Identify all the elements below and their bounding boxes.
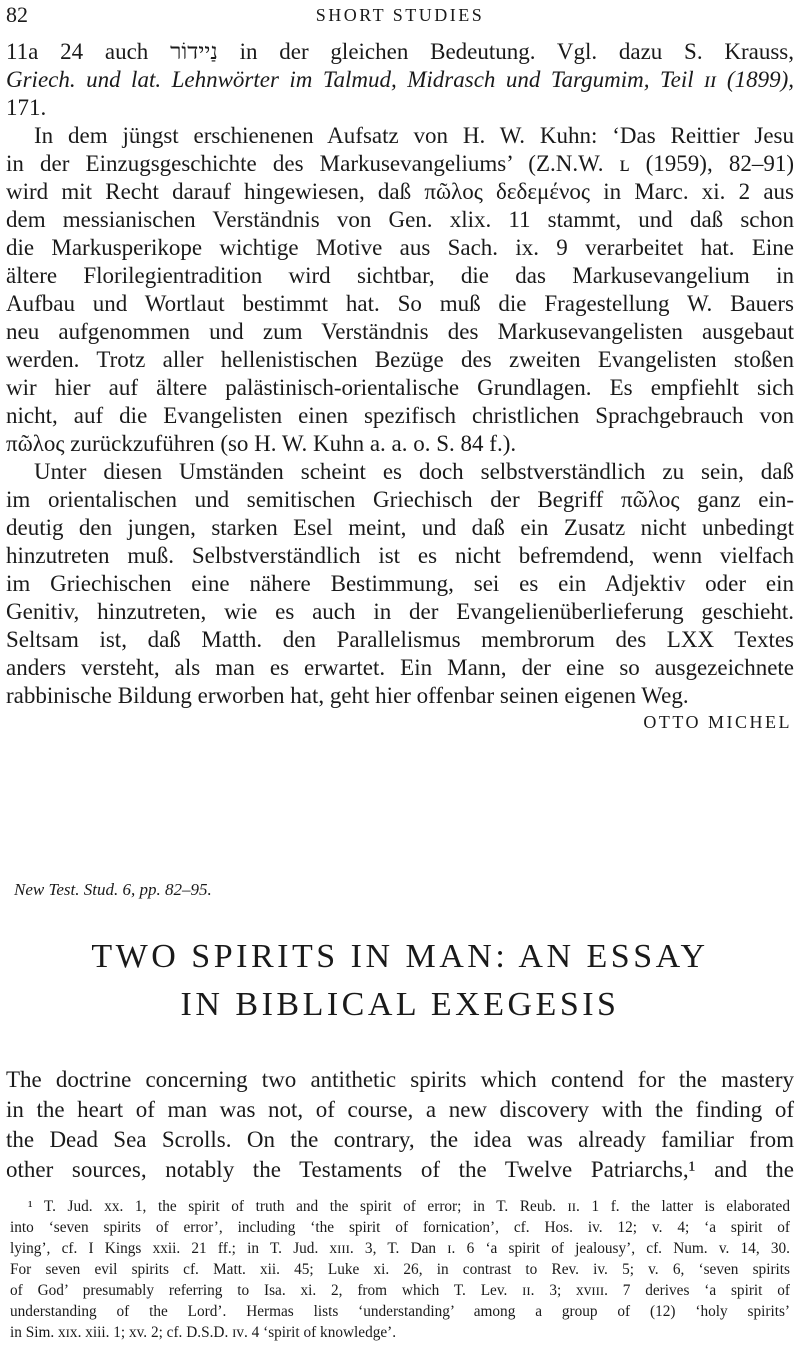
footnote-line: understanding of the Lord’. Hermas lists ‘understanding’ among a group of (12) ‘holy spirits’ <box>10 1303 790 1320</box>
footnote-line: of God’ presumably referring to Isa. xi. 2, from which T. Lev. ɪɪ. 3; xᴠɪɪɪ. 7 derives ‘a spirit of <box>10 1282 790 1299</box>
body-line: πῶλος zurückzuführen (so H. W. Kuhn a. a. o. S. 84 f.). <box>6 431 517 456</box>
body-line: dem messianischen Verständnis von Gen. xlix. 11 stammt, und daß schon <box>6 207 794 232</box>
footnote-line: For seven evil spirits cf. Matt. xii. 45; Luke xi. 26, in contrast to Rev. iv. 5; v. 6, ‘seven spirits <box>10 1261 790 1278</box>
body-line: 171. <box>6 95 47 120</box>
body-line: the Dead Sea Scrolls. On the contrary, the idea was already familiar from <box>6 1127 794 1152</box>
body-line: in the heart of man was not, of course, a new discovery with the finding of <box>6 1097 794 1122</box>
article-title-line-2: IN BIBLICAL EXEGESIS <box>180 986 620 1023</box>
body-line: in der Einzugsgeschichte des Markusevangeliums’ (Z.N.W. ʟ (1959), 82–91) <box>6 151 794 176</box>
running-head: SHORT STUDIES <box>315 5 485 25</box>
body-line: rabbinische Bildung erworben hat, geht hier offenbar seinen eigenen Weg. <box>6 683 689 708</box>
body-line: Genitiv, hinzutreten, wie es auch in der Evangelienüberlieferung geschieht. <box>6 599 794 624</box>
author-signature: OTTO MICHEL <box>643 712 792 732</box>
footnote-line: in Sim. xɪx. xiii. 1; xv. 2; cf. D.S.D. ɪᴠ. 4 ‘spirit of knowledge’. <box>10 1324 397 1341</box>
body-line: Aufbau und Wortlaut bestimmt hat. So muß die Fragestellung W. Bauers <box>6 291 794 316</box>
body-line: die Markusperikope wichtige Motive aus Sach. ix. 9 verarbeitet hat. Eine <box>6 235 794 260</box>
body-line: ältere Florilegientradition wird sichtbar, die das Markusevangelium in <box>6 263 794 288</box>
footnote-line: lying’, cf. I Kings xxii. 21 ff.; in T. Jud. xɪɪɪ. 3, T. Dan ɪ. 6 ‘a spirit of jealousy’, cf. Num. v. 14, 30. <box>10 1240 790 1257</box>
body-line: anders versteht, als man es erwartet. Ein Mann, der eine so ausgezeichnete <box>6 655 794 680</box>
body-line: The doctrine concerning two antithetic spirits which contend for the mastery <box>6 1067 794 1092</box>
page-header <box>6 2 794 28</box>
body-line: In dem jüngst erschienenen Aufsatz von H. W. Kuhn: ‘Das Reittier Jesu <box>34 123 794 148</box>
body-line: 11a 24 auch ‏נַיידוֹר‏ in der gleichen Bedeutung. Vgl. dazu S. Krauss, <box>6 39 794 64</box>
body-line: hinzutreten muß. Selbstverständlich ist es nicht befremdend, wenn vielfach <box>6 543 794 568</box>
body-line: Unter diesen Umständen scheint es doch selbstverständlich zu sein, daß <box>34 459 794 484</box>
article-title-line-1: TWO SPIRITS IN MAN: AN ESSAY <box>91 938 709 975</box>
journal-citation: New Test. Stud. 6, pp. 82–95. <box>14 880 212 899</box>
body-line: other sources, notably the Testaments of the Twelve Patriarchs,¹ and the <box>6 1157 794 1182</box>
body-line: wird mit Recht darauf hingewiesen, daß πῶλος δεδεμένος in Marc. xi. 2 aus <box>6 179 794 204</box>
body-line: Seltsam ist, daß Matth. den Parallelismus membrorum des LXX Textes <box>6 627 794 652</box>
body-line: werden. Trotz aller hellenistischen Bezüge des zweiten Evangelisten stoßen <box>6 347 794 372</box>
body-line: nicht, auf die Evangelisten einen spezifisch christlichen Sprachgebrauch von <box>6 403 794 428</box>
body-line: neu aufgenommen und zum Verständnis des Markusevangelisten ausgebaut <box>6 319 794 344</box>
body-line: im Griechischen eine nähere Bestimmung, sei es ein Adjektiv oder ein <box>6 571 794 596</box>
footnote-line: into ‘seven spirits of error’, including ‘the spirit of fornication’, cf. Hos. iv. 12; v. 4; ‘a spirit of <box>10 1219 790 1236</box>
page-number: 82 <box>6 2 28 27</box>
body-line: Griech. und lat. Lehnwörter im Talmud, Midrasch und Targumim, Teil ɪɪ (1899), <box>6 67 794 92</box>
body-line: deutig den jungen, starken Esel meint, und daß ein Zusatz nicht unbedingt <box>6 515 794 540</box>
body-line: wir hier auf ältere palästinisch-orientalische Grundlagen. Es empfiehlt sich <box>6 375 794 400</box>
body-line: im orientalischen und semitischen Griechisch der Begriff πῶλος ganz ein- <box>6 487 794 512</box>
footnote-line: ¹ T. Jud. xx. 1, the spirit of truth and the spirit of error; in T. Reub. ɪɪ. 1 f. the latter is elaborated <box>28 1198 790 1215</box>
